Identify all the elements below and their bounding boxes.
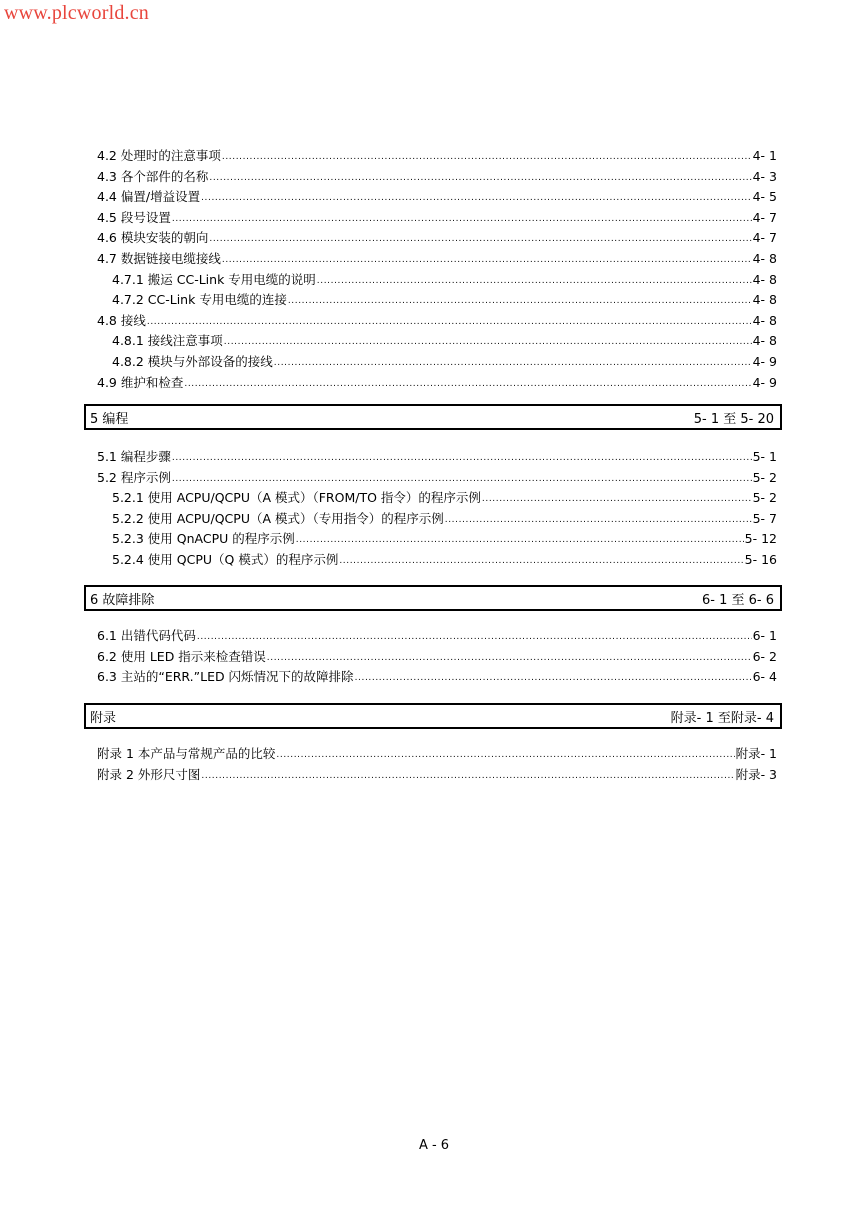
toc-entry-label: 4.3 各个部件的名称 bbox=[97, 168, 209, 184]
toc-entry-page: 5- 16 bbox=[744, 552, 777, 567]
toc-entry-page: 5- 2 bbox=[752, 490, 777, 506]
toc-entry[interactable] bbox=[97, 765, 777, 783]
toc-entry[interactable] bbox=[97, 667, 777, 685]
toc-entry-label: 4.8 接线 bbox=[97, 312, 146, 328]
toc-entry-label: 4.8.2 模块与外部设备的接线 bbox=[112, 354, 273, 369]
toc-entry[interactable] bbox=[97, 249, 777, 267]
dot-leader bbox=[209, 171, 751, 185]
toc-entry[interactable] bbox=[97, 228, 777, 246]
dot-leader bbox=[445, 513, 752, 527]
dot-leader bbox=[201, 191, 752, 205]
toc-entry-page: 4- 8 bbox=[752, 333, 777, 349]
chapter-page-range: 6- 1 至 6- 6 bbox=[702, 592, 774, 608]
toc-entry[interactable] bbox=[97, 744, 777, 762]
toc-entry[interactable] bbox=[112, 352, 777, 370]
toc-entry-page: 4- 7 bbox=[752, 209, 777, 225]
toc-entry-page: 4- 8 bbox=[752, 292, 777, 308]
toc-entry[interactable] bbox=[97, 373, 777, 391]
dot-leader bbox=[288, 294, 752, 308]
toc-entry-page: 4- 8 bbox=[752, 271, 777, 287]
dot-leader bbox=[172, 212, 752, 226]
dot-leader bbox=[147, 315, 752, 329]
toc-entry-label: 4.7.1 搬运 CC-Link 专用电缆的说明 bbox=[112, 271, 316, 287]
toc-entry-page: 4- 8 bbox=[752, 312, 777, 328]
toc-entry[interactable] bbox=[112, 331, 777, 349]
toc-entry-page: 6- 2 bbox=[752, 648, 777, 664]
toc-entry-label: 6.2 使用 LED 指示来检查错误 bbox=[97, 648, 266, 664]
toc-entry-label: 4.4 偏置/增益设置 bbox=[97, 189, 201, 205]
dot-leader bbox=[296, 533, 744, 547]
dot-leader bbox=[172, 451, 752, 465]
toc-entry[interactable] bbox=[112, 488, 777, 506]
toc-entry-label: 5.2.2 使用 ACPU/QCPU（A 模式）（专用指令）的程序示例 bbox=[112, 510, 444, 526]
toc-entry-label: 5.2.4 使用 QCPU（Q 模式）的程序示例 bbox=[112, 552, 339, 567]
toc-entry[interactable] bbox=[112, 550, 777, 568]
dot-leader bbox=[355, 671, 752, 685]
dot-leader bbox=[184, 377, 751, 391]
toc-entry-label: 5.2.3 使用 QnACPU 的程序示例 bbox=[112, 531, 295, 547]
toc-entry-label: 4.9 维护和检查 bbox=[97, 374, 184, 390]
toc-entry-page: 4- 3 bbox=[752, 168, 777, 184]
toc-entry-label: 附录 2 外形尺寸图 bbox=[97, 766, 201, 782]
toc-entry-page: 5- 2 bbox=[752, 469, 777, 485]
toc-entry-label: 5.2.1 使用 ACPU/QCPU（A 模式）（FROM/TO 指令）的程序示例 bbox=[112, 490, 481, 506]
toc-entry-label: 5.1 编程步骤 bbox=[97, 449, 171, 464]
toc-entry-label: 6.1 出错代码代码 bbox=[97, 628, 196, 643]
dot-leader bbox=[339, 554, 743, 568]
chapter-title: 附录 bbox=[90, 710, 117, 726]
dot-leader bbox=[224, 335, 752, 349]
dot-leader bbox=[482, 492, 752, 506]
toc-entry-page: 4- 7 bbox=[752, 230, 777, 246]
chapter-title: 5 编程 bbox=[90, 411, 129, 427]
toc-entry[interactable] bbox=[112, 290, 777, 308]
toc-entry-page: 附录- 1 bbox=[735, 746, 777, 761]
toc-entry-page: 4- 5 bbox=[752, 189, 777, 205]
toc-entry-page: 6- 4 bbox=[752, 669, 777, 685]
dot-leader bbox=[276, 748, 734, 762]
dot-leader bbox=[222, 150, 752, 164]
watermark-url: www.plcworld.cn bbox=[4, 2, 150, 24]
toc-entry-label: 4.7 数据链接电缆接线 bbox=[97, 251, 221, 266]
chapter-heading-6[interactable] bbox=[84, 585, 782, 611]
dot-leader bbox=[197, 630, 752, 644]
toc-entry[interactable] bbox=[97, 468, 777, 486]
toc-entry-label: 4.6 模块安装的朝向 bbox=[97, 230, 209, 246]
toc-entry-page: 5- 7 bbox=[752, 510, 777, 526]
toc-entry-page: 4- 9 bbox=[752, 354, 777, 369]
toc-entry-page: 6- 1 bbox=[752, 628, 777, 643]
toc-entry-label: 4.8.1 接线注意事项 bbox=[112, 333, 223, 349]
page-number: A - 6 bbox=[418, 1138, 450, 1153]
dot-leader bbox=[172, 472, 752, 486]
toc-entry[interactable] bbox=[97, 167, 777, 185]
dot-leader bbox=[267, 651, 752, 665]
toc-entry[interactable] bbox=[97, 146, 777, 164]
toc-entry-page: 4- 8 bbox=[752, 251, 777, 266]
toc-entry-label: 4.2 处理时的注意事项 bbox=[97, 148, 221, 163]
chapter-page-range: 5- 1 至 5- 20 bbox=[693, 411, 774, 427]
dot-leader bbox=[201, 769, 734, 783]
chapter-title: 6 故障排除 bbox=[90, 592, 155, 608]
toc-entry[interactable] bbox=[112, 509, 777, 527]
toc-entry[interactable] bbox=[112, 529, 777, 547]
chapter-page-range: 附录- 1 至附录- 4 bbox=[670, 710, 774, 726]
toc-entry-page: 4- 1 bbox=[752, 148, 777, 163]
toc-entry[interactable] bbox=[97, 647, 777, 665]
toc-entry[interactable] bbox=[112, 270, 777, 288]
dot-leader bbox=[222, 253, 752, 267]
toc-entry[interactable] bbox=[97, 626, 777, 644]
toc-entry[interactable] bbox=[97, 311, 777, 329]
toc-entry-label: 6.3 主站的“ERR.”LED 闪烁情况下的故障排除 bbox=[97, 669, 354, 685]
toc-entry-page: 5- 12 bbox=[744, 531, 777, 547]
toc-entry-label: 附录 1 本产品与常规产品的比较 bbox=[97, 746, 276, 761]
toc-entry[interactable] bbox=[97, 447, 777, 465]
toc-entry[interactable] bbox=[97, 208, 777, 226]
dot-leader bbox=[317, 274, 752, 288]
toc-entry[interactable] bbox=[97, 187, 777, 205]
dot-leader bbox=[209, 232, 751, 246]
toc-entry-label: 4.7.2 CC-Link 专用电缆的连接 bbox=[112, 292, 287, 308]
dot-leader bbox=[274, 356, 752, 370]
toc-entry-label: 4.5 段号设置 bbox=[97, 209, 171, 225]
toc-entry-page: 4- 9 bbox=[752, 374, 777, 390]
chapter-heading-5[interactable] bbox=[84, 404, 782, 430]
chapter-heading-appendix[interactable] bbox=[84, 703, 782, 729]
toc-entry-page: 附录- 3 bbox=[735, 766, 777, 782]
toc-entry-page: 5- 1 bbox=[752, 449, 777, 464]
toc-entry-label: 5.2 程序示例 bbox=[97, 469, 171, 485]
